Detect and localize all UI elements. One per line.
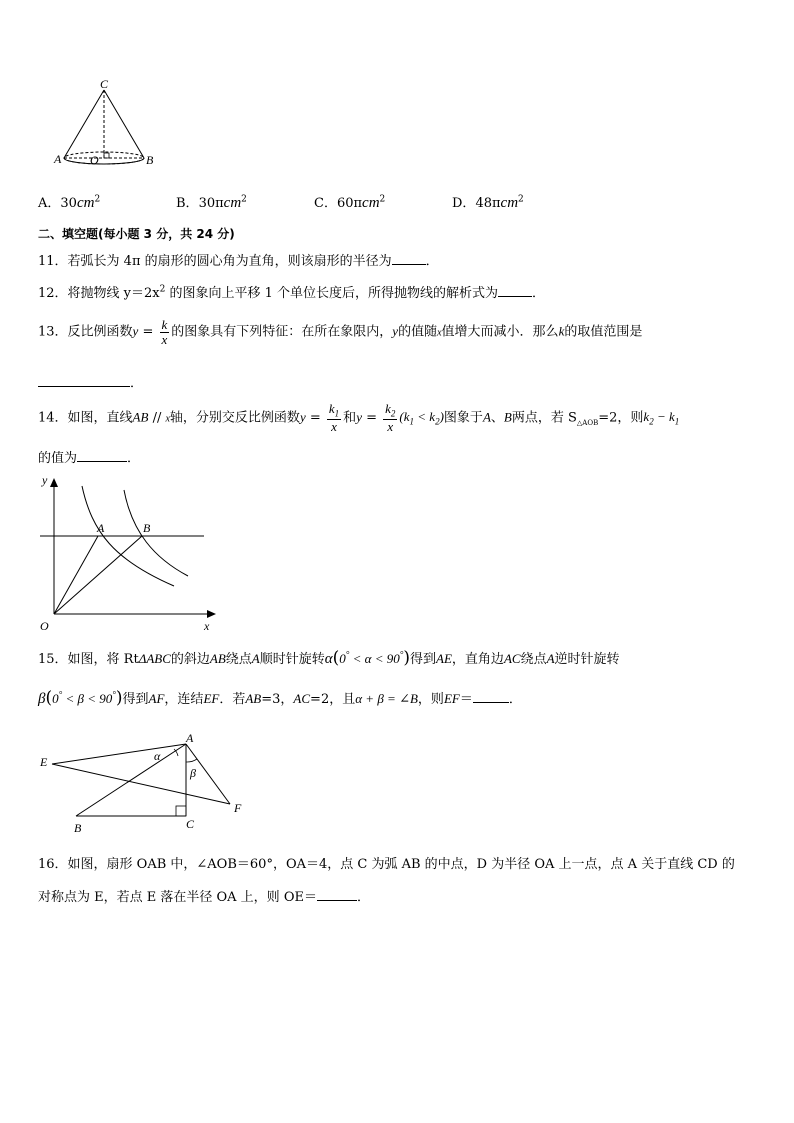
origin-label: O (40, 619, 49, 633)
axis-label-y: y (42, 473, 48, 487)
point-label-e: E (40, 755, 48, 769)
q15-line-2: β(0° < β < 90°)得到AF，连结EF．若AB=3，AC=2，且α + β = ∠B，则EF＝ ． (38, 688, 522, 708)
point-label-b2: B (74, 821, 82, 835)
question-13: 13．反比例函数y = $\frac{k}{x}$ 的图象具有下列特征：在所在象限内，y的值随x值增大而减小．那么k的取值范围是 (38, 317, 643, 347)
q16-answer-blank[interactable] (317, 900, 357, 901)
q10-option-d[interactable]: D．48πcm$^2$ (452, 194, 524, 211)
q12-answer-blank[interactable] (498, 296, 532, 297)
q10-option-b[interactable]: B．30πcm$^2$ (176, 194, 247, 211)
cone-label-o: O (90, 153, 99, 167)
point-label-a: A (97, 521, 105, 535)
angle-label-beta: β (190, 766, 196, 780)
q10-option-c[interactable]: C．60πcm$^2$ (314, 194, 386, 211)
question-14: 14．如图，直线AB // x轴，分别交反比例函数y = $\frac{k_1}{x}$ 和y = $\frac{k_2}{x}$ $(k_1 < k_2)$图象于A、B两点，若 $S_{\triangle AOB}=2$，则$k_2 - k_1$ (38, 401, 680, 435)
q14-line-2: 的值为 ． (38, 451, 141, 466)
axis-label-x: x (204, 619, 210, 633)
question-16: 16．如图，扇形 OAB 中，∠AOB＝60°，OA＝4，点 C 为弧 AB 的中点，D 为半径 OA 上一点，点 A 关于直线 CD 的 (38, 857, 735, 872)
rotation-figure (36, 728, 256, 838)
hyperbola-figure (34, 472, 220, 636)
q10-option-a[interactable]: A．$30cm^2$ (38, 194, 101, 211)
q13-answer-blank[interactable] (38, 386, 130, 387)
question-12: 12．将抛物线 $y=2x^2$ 的图象向上平移 1 个单位长度后，所得抛物线的解析式为 ． (38, 284, 546, 301)
cone-label-c: C (100, 78, 109, 91)
cone-label-b: B (146, 153, 154, 167)
cone-label-a: A (54, 152, 62, 166)
cone-figure (50, 78, 170, 170)
point-label-b: B (143, 521, 151, 535)
q15-answer-blank[interactable] (473, 702, 509, 703)
q16-line-2: 对称点为 E，若点 E 落在半径 OA 上，则 OE＝ ． (38, 890, 370, 905)
question-15: 15．如图，将 RtΔABC的斜边AB绕点A顺时针旋转α(0° < α < 90°)得到AE，直角边AC绕点A逆时针旋转 (38, 648, 620, 668)
point-label-f: F (234, 801, 242, 815)
question-11: 11．若弧长为 4π 的扇形的圆心角为直角，则该扇形的半径为 ． (38, 254, 439, 269)
point-label-a2: A (186, 731, 194, 745)
section-title: 二、填空题(每小题 3 分，共 24 分) (38, 227, 235, 241)
q13-answer-line: ． (38, 372, 143, 391)
q11-answer-blank[interactable] (392, 264, 426, 265)
angle-label-alpha: α (154, 749, 161, 763)
point-label-c: C (186, 817, 195, 831)
q14-answer-blank[interactable] (77, 461, 127, 462)
